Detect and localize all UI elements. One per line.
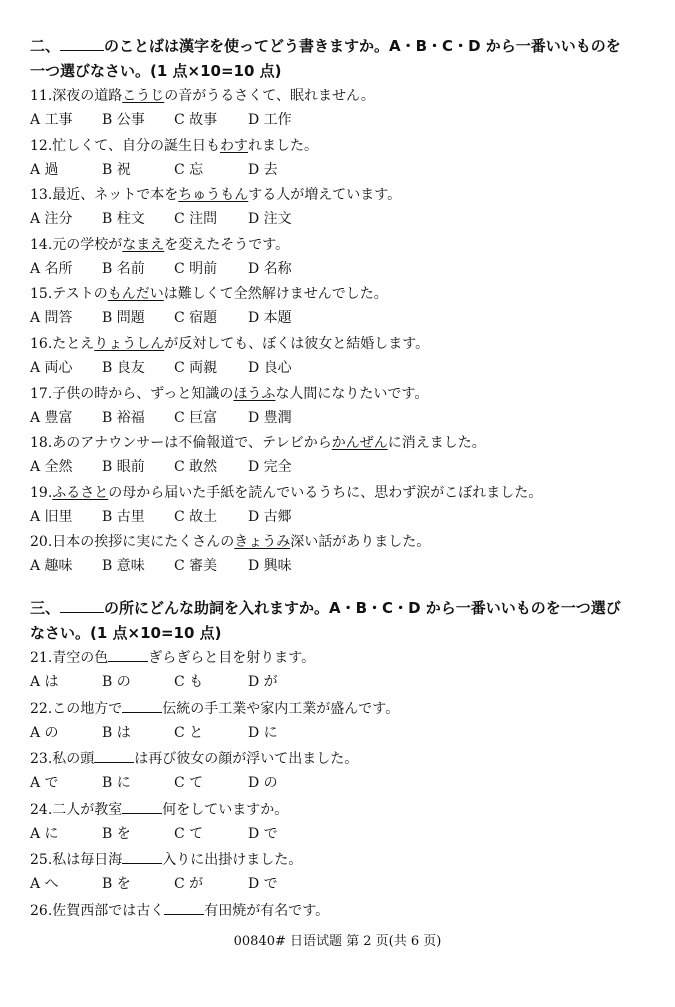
question-text-after: な人間になりたいです。 xyxy=(275,385,429,402)
answer-option: C て xyxy=(174,825,204,842)
answer-option: D に xyxy=(248,724,278,741)
answer-option: A に xyxy=(30,825,59,842)
question-text-before: 19. xyxy=(30,484,53,501)
answer-option: B を xyxy=(102,876,131,893)
answer-option: B 問題 xyxy=(102,310,145,327)
answer-options xyxy=(30,507,650,527)
question-text-after: 伝統の手工業や家内工業が盛んです。 xyxy=(162,700,400,717)
answer-blank xyxy=(122,801,162,814)
question-text-before: 26.佐賀西部では古く xyxy=(30,903,165,919)
answer-option: B 裕福 xyxy=(102,409,145,426)
answer-options xyxy=(30,110,650,130)
question-text-after: 何をしていますか。 xyxy=(162,801,289,818)
answer-option: D の xyxy=(248,775,278,792)
answer-options xyxy=(30,773,650,793)
answer-option: D 本題 xyxy=(248,310,292,327)
answer-option: D 去 xyxy=(248,161,278,178)
answer-option: D 名称 xyxy=(248,260,292,277)
question-text-after: は難しくて全然解けませんでした。 xyxy=(163,286,388,303)
answer-blank xyxy=(108,649,148,662)
answer-option: A の xyxy=(30,724,59,741)
answer-option: A 問答 xyxy=(30,310,73,327)
section-2-heading-line2: 一つ選びなさい。(1 点×10=10 点) xyxy=(30,62,282,80)
answer-blank xyxy=(122,851,162,864)
underlined-target-word: ちゅうもん xyxy=(178,187,249,204)
answer-option: C 明前 xyxy=(174,260,218,277)
answer-option: C が xyxy=(174,876,204,893)
answer-option: B 公事 xyxy=(102,112,145,128)
question-text-before: 18.あのアナウンサーは不倫報道で、テレビから xyxy=(30,435,332,452)
question-stem xyxy=(30,433,650,453)
answer-blank xyxy=(94,750,134,763)
answer-option: A へ xyxy=(30,876,59,893)
question-text-before: 21.青空の色 xyxy=(30,650,109,666)
answer-option: A 両心 xyxy=(30,360,73,376)
answer-option: C 宿題 xyxy=(174,310,218,327)
question-text-after: の音がうるさくて、眠れません。 xyxy=(164,88,375,104)
question-text-before: 20.日本の挨拶に実にたくさんの xyxy=(30,534,235,551)
answer-option: A 趣味 xyxy=(30,558,73,575)
answer-option: C 敢然 xyxy=(174,459,218,476)
question-text-before: 17.子供の時から、ずっと知識の xyxy=(30,385,234,402)
section-2-heading xyxy=(30,34,650,59)
section-2-instruction: のことばは漢字を使ってどう書きますか。A・B・C・D から一番いいものを xyxy=(104,37,621,55)
answer-option: C も xyxy=(174,674,204,690)
answer-option: A 注分 xyxy=(30,211,73,228)
question-text-before: 13.最近、ネットで本を xyxy=(30,187,179,204)
answer-options xyxy=(30,308,650,328)
question-stem xyxy=(30,136,650,156)
question-text-before: 11.深夜の道路 xyxy=(30,88,123,104)
heading-blank xyxy=(60,36,104,51)
answer-option: B 良友 xyxy=(102,360,145,376)
question-stem xyxy=(30,850,650,870)
question-text-before: 12.忙しくて、自分の誕生日も xyxy=(30,137,220,154)
question-text-after: 有田焼が有名です。 xyxy=(204,903,330,919)
question-text-after: 入りに出掛けました。 xyxy=(162,852,303,869)
answer-option: B を xyxy=(102,825,131,842)
answer-option: D 完全 xyxy=(248,459,292,476)
answer-options xyxy=(30,209,650,229)
answer-options xyxy=(30,672,650,692)
question-text-after: する人が増えています。 xyxy=(248,187,402,204)
answer-option: C 巨富 xyxy=(174,409,218,426)
answer-option: C と xyxy=(174,724,204,741)
question-text-before: 24.二人が教室 xyxy=(30,801,123,818)
answer-option: D で xyxy=(248,876,278,893)
answer-options xyxy=(30,874,650,894)
underlined-target-word: りょうしん xyxy=(94,336,165,352)
question-text-before: 16.たとえ xyxy=(30,336,95,352)
question-stem xyxy=(30,86,650,106)
underlined-target-word: きょうみ xyxy=(234,534,291,551)
answer-option: B 祝 xyxy=(102,161,131,178)
question-stem xyxy=(30,235,650,255)
question-text-after: に消えました。 xyxy=(387,435,486,452)
answer-option: B に xyxy=(102,775,131,792)
question-text-before: 23.私の頭 xyxy=(30,751,95,768)
answer-option: D で xyxy=(248,825,278,842)
question-stem xyxy=(30,800,650,820)
question-stem xyxy=(30,648,650,668)
question-text-after: ぎらぎらと目を射ります。 xyxy=(148,650,316,666)
answer-option: A 豊富 xyxy=(30,409,73,426)
question-stem xyxy=(30,334,650,354)
question-text-after: が反対しても、ぼくは彼女と結婚します。 xyxy=(164,336,430,352)
answer-option: C 忘 xyxy=(174,161,204,178)
answer-option: C て xyxy=(174,775,204,792)
underlined-target-word: もんだい xyxy=(107,286,164,303)
answer-blank xyxy=(122,700,162,713)
question-stem xyxy=(30,901,650,921)
answer-options xyxy=(30,259,650,279)
answer-option: D 工作 xyxy=(248,112,292,128)
question-text-after: は再び彼女の顔が浮いて出ました。 xyxy=(134,751,359,768)
answer-option: A 旧里 xyxy=(30,508,73,525)
answer-option: D 良心 xyxy=(248,360,292,376)
answer-blank xyxy=(164,902,204,915)
answer-option: C 注問 xyxy=(174,211,218,228)
section-3-instruction: の所にどんな助詞を入れますか。A・B・C・D から一番いいものを一つ選び xyxy=(104,599,621,617)
answer-option: B 意味 xyxy=(102,558,145,575)
question-text-before: 14.元の学校が xyxy=(30,236,123,253)
underlined-target-word: わす xyxy=(219,137,248,154)
question-stem xyxy=(30,185,650,205)
section-3-number: 三、 xyxy=(30,599,61,617)
answer-option: A で xyxy=(30,775,59,792)
answer-options xyxy=(30,160,650,180)
question-text-before: 22.この地方で xyxy=(30,700,123,717)
answer-option: A 過 xyxy=(30,161,59,178)
question-stem xyxy=(30,699,650,719)
answer-option: C 審美 xyxy=(174,558,218,575)
answer-options xyxy=(30,457,650,477)
answer-options xyxy=(30,824,650,844)
question-text-before: 25.私は毎日海 xyxy=(30,852,123,869)
answer-option: B 柱文 xyxy=(102,211,145,228)
answer-option: A 工事 xyxy=(30,112,73,128)
section-2-number: 二、 xyxy=(30,37,61,55)
answer-option: D が xyxy=(248,674,278,690)
section-3-heading xyxy=(30,596,650,621)
question-text-after: を変えたそうです。 xyxy=(164,236,290,253)
answer-option: B 眼前 xyxy=(102,459,145,476)
answer-option: C 故土 xyxy=(174,508,218,525)
underlined-target-word: こうじ xyxy=(122,88,165,104)
underlined-target-word: なまえ xyxy=(122,236,165,253)
answer-option: D 豊潤 xyxy=(248,409,292,426)
underlined-target-word: かんぜん xyxy=(331,435,388,452)
answer-option: C 両親 xyxy=(174,360,218,376)
question-text-before: 15.テストの xyxy=(30,286,108,303)
answer-option: D 興味 xyxy=(248,558,292,575)
answer-option: B 名前 xyxy=(102,260,145,277)
answer-options xyxy=(30,408,650,428)
underlined-target-word: ほうふ xyxy=(233,385,276,402)
answer-options xyxy=(30,556,650,576)
answer-option: B は xyxy=(102,724,131,741)
answer-option: D 古郷 xyxy=(248,508,292,525)
question-text-after: 深い話がありました。 xyxy=(290,534,431,551)
question-text-after: の母から届いた手紙を読んでいるうちに、思わず涙がこぼれました。 xyxy=(108,484,543,501)
answer-options xyxy=(30,723,650,743)
question-stem xyxy=(30,384,650,404)
answer-option: A は xyxy=(30,674,59,690)
underlined-target-word: ふるさと xyxy=(52,484,109,501)
question-stem xyxy=(30,483,650,503)
page-footer: 00840# 日语试题 第 2 页(共 6 页) xyxy=(233,934,442,949)
question-stem xyxy=(30,284,650,304)
answer-options xyxy=(30,358,650,378)
answer-option: B の xyxy=(102,674,131,690)
answer-option: D 注文 xyxy=(248,211,292,228)
answer-option: A 名所 xyxy=(30,260,73,277)
answer-option: A 全然 xyxy=(30,459,73,476)
question-text-after: れました。 xyxy=(247,137,318,154)
answer-option: B 古里 xyxy=(102,508,145,525)
question-stem xyxy=(30,749,650,769)
answer-option: C 故事 xyxy=(174,112,218,128)
question-stem xyxy=(30,532,650,552)
section-3-heading-line2: なさい。(1 点×10=10 点) xyxy=(30,624,222,642)
heading-blank xyxy=(60,598,104,613)
